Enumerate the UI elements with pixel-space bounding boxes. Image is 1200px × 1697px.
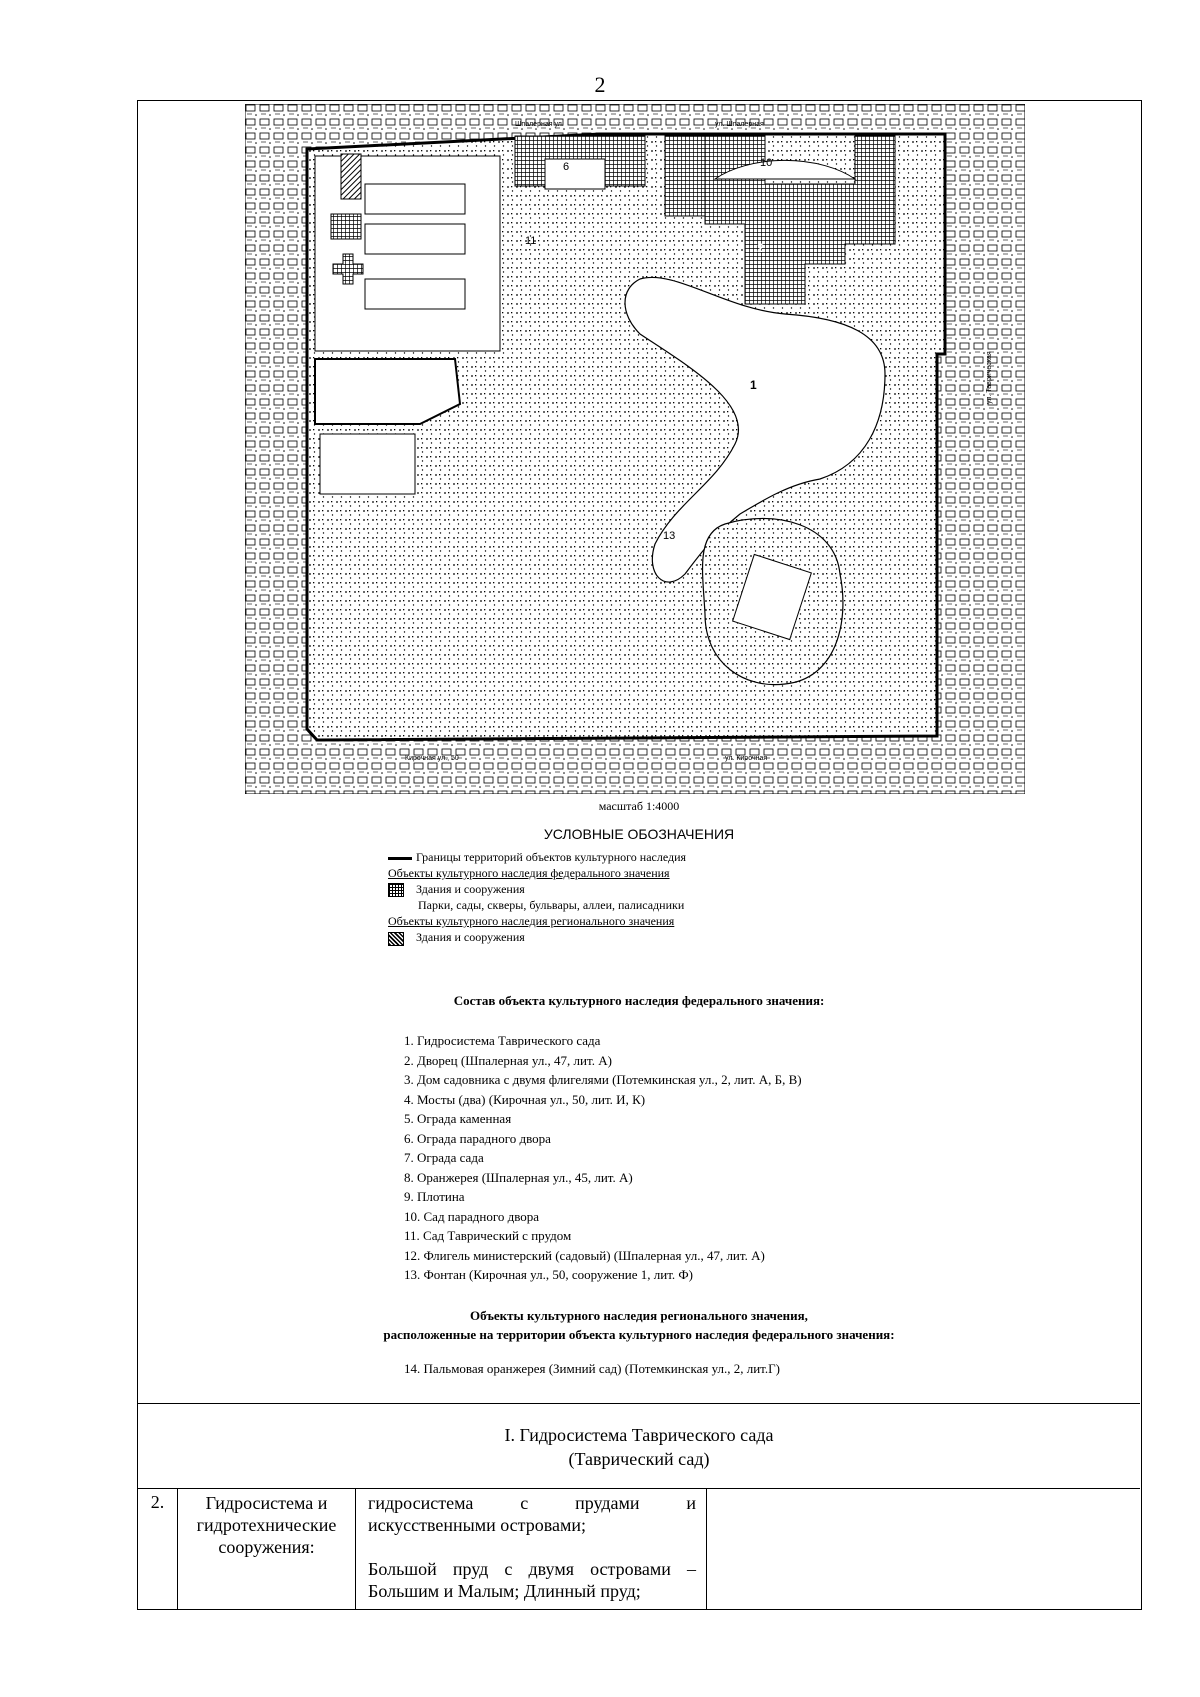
hatch-swatch-icon: [388, 932, 404, 946]
legend-regional-buildings: Здания и сооружения: [388, 929, 908, 945]
composition-item: 2. Дворец (Шпалерная ул., 47, лит. А): [404, 1052, 612, 1068]
legend-regional-heading: Объекты культурного наследия регионального значения: [388, 914, 675, 929]
map-label-13: 13: [663, 530, 676, 542]
map-label-1: 1: [750, 378, 757, 392]
main-table: [137, 100, 1142, 1610]
composition-title: Состав объекта культурного наследия федерального значения:: [453, 993, 825, 1008]
grid-swatch-icon: [388, 883, 404, 897]
legend-boundary: Границы территорий объектов культурного наследия: [388, 849, 908, 865]
map-label-11: 11: [525, 235, 537, 247]
legend-federal-buildings: Здания и сооружения: [388, 881, 908, 897]
map-street-label: Шпалерная ул.: [515, 121, 564, 128]
composition-item: 6. Ограда парадного двора: [404, 1130, 551, 1146]
map-label-6: 6: [563, 161, 570, 173]
section-title: I. Гидросистема Таврического сада (Таврический сад): [504, 1425, 774, 1469]
map-street-label: ул. Шпалерная: [715, 121, 764, 128]
table-row: [138, 1488, 1140, 1609]
map-label-10: 10: [760, 157, 773, 169]
map-street-label: ул. Таврическая: [986, 351, 993, 404]
row-description: гидросистема с прудами и искусственными островами; Большой пруд с двумя островами – Большим и Малым; Длинный пруд;: [356, 1488, 707, 1609]
composition-item: 10. Сад парадного двора: [404, 1208, 540, 1224]
composition-item: 13. Фонтан (Кирочная ул., 50, сооружение 1, лит. Ф): [404, 1267, 694, 1282]
composition-item: 4. Мосты (два) (Кирочная ул., 50, лит. И, К): [404, 1091, 646, 1107]
composition-item: 5. Ограда каменная: [404, 1111, 512, 1126]
composition-item: 7. Ограда сада: [404, 1150, 484, 1165]
map-street-label: ул. Кирочная: [725, 755, 768, 762]
row-name: Гидросистема и гидротехнические сооружения:: [178, 1488, 356, 1609]
composition-item: 11. Сад Таврический с прудом: [404, 1228, 572, 1243]
site-plan-map: [245, 104, 1025, 794]
page-number: 2: [594, 72, 606, 97]
composition-item: 1. Гидросистема Таврического сада: [404, 1033, 601, 1048]
map-cell: [138, 101, 1140, 1404]
map-street-label: Кирочная ул., 50: [405, 755, 459, 762]
row-note: [707, 1488, 1140, 1609]
composition-item: 8. Оранжерея (Шпалерная ул., 45, лит. А): [404, 1169, 633, 1185]
legend: [388, 849, 908, 946]
map-scale: масштаб 1:4000: [598, 799, 680, 813]
map-label-2: 2: [757, 241, 764, 255]
regional-item: 14. Пальмовая оранжерея (Зимний сад) (Потемкинская ул., 2, лит.Г): [404, 1361, 780, 1376]
composition-item: 3. Дом садовника с двумя флигелями (Потемкинская ул., 2, лит. А, Б, В): [404, 1072, 802, 1087]
section-header-cell: [138, 1403, 1140, 1489]
regional-title: Объекты культурного наследия регионального значения, расположенные на территории объекта культурного наследия федерального значения:: [383, 1308, 895, 1342]
composition-list: [404, 1031, 1004, 1285]
boundary-line-icon: [388, 857, 412, 860]
composition-item: 9. Плотина: [404, 1189, 465, 1204]
composition-item: 12. Флигель министерский (садовый) (Шпалерная ул., 47, лит. А): [404, 1247, 765, 1263]
legend-federal-parks: Парки, сады, скверы, бульвары, аллеи, палисадники: [418, 898, 685, 913]
legend-federal-heading: Объекты культурного наследия федерального значения: [388, 866, 670, 880]
legend-title: УСЛОВНЫЕ ОБОЗНАЧЕНИЯ: [543, 826, 735, 842]
row-number: 2.: [138, 1488, 178, 1609]
